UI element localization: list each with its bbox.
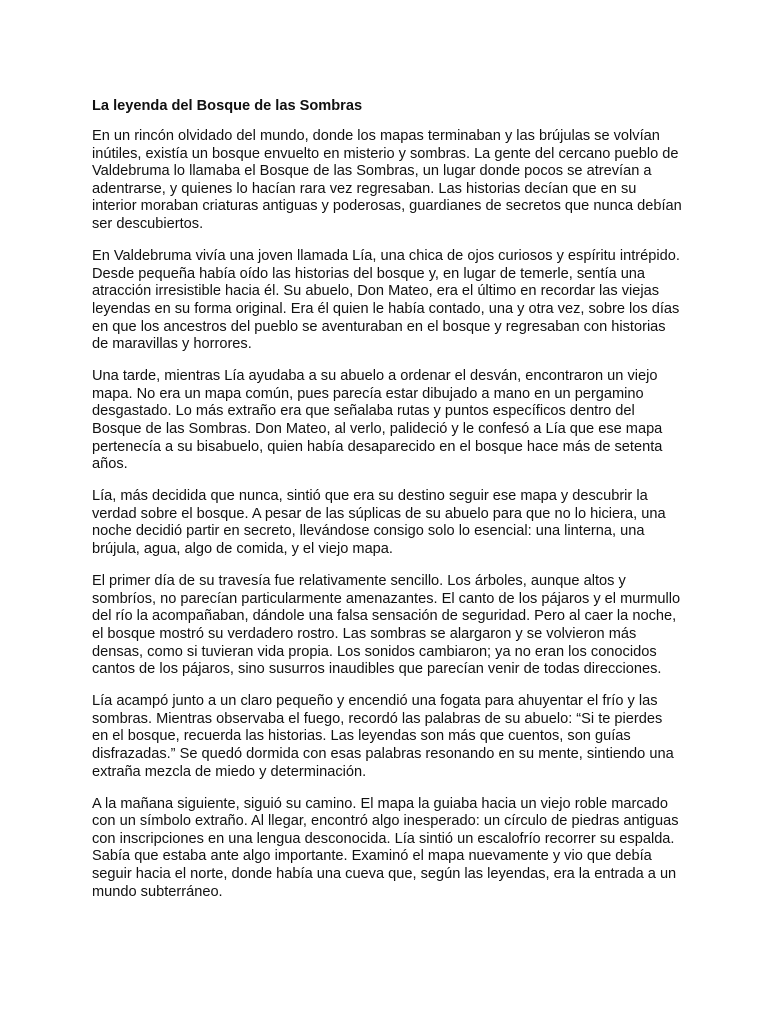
paragraph-5: El primer día de su travesía fue relativamente sencillo. Los árboles, aunque altos y sombríos, no parecían particularmente amenazantes. El canto de los pájaros y el murmullo del río la acompañaban, dándole una falsa sensación de seguridad. Pero al caer la noche, el bosque mostró su verdadero rostro. Las sombras se alargaron y se volvieron más densas, como si tuvieran vida propia. Los sonidos cambiaron; ya no eran los conocidos cantos de los pájaros, sino susurros inaudibles que parecían venir de todas direcciones.: [92, 573, 681, 678]
paragraph-3: Una tarde, mientras Lía ayudaba a su abuelo a ordenar el desván, encontraron un viejo mapa. No era un mapa común, pues parecía estar dibujado a mano en un pergamino desgastado. Lo más extraño era que señalaba rutas y puntos específicos dentro del Bosque de las Sombras. Don Mateo, al verlo, palideció y le confesó a Lía que ese mapa pertenecía a su bisabuelo, quien había desaparecido en el bosque hace más de setenta años.: [92, 368, 663, 473]
paragraph-6: Lía acampó junto a un claro pequeño y encendió una fogata para ahuyentar el frío y las sombras. Mientras observaba el fuego, recordó las palabras de su abuelo: “Si te pierdes en el bosque, recuerda las historias. Las leyendas son más que cuentos, son guías disfrazadas.” Se quedó dormida con esas palabras resonando en su mente, sintiendo una extraña mezcla de miedo y determinación.: [92, 693, 674, 780]
paragraph-4: Lía, más decidida que nunca, sintió que era su destino seguir ese mapa y descubrir la verdad sobre el bosque. A pesar de las súplicas de su abuelo para que no lo hiciera, una noche decidió partir en secreto, llevándose consigo solo lo esencial: una linterna, una brújula, agua, algo de comida, y el viejo mapa.: [92, 488, 666, 558]
document-page: [92, 98, 682, 916]
paragraph-7: A la mañana siguiente, siguió su camino. El mapa la guiaba hacia un viejo roble marcado con un símbolo extraño. Al llegar, encontró algo inesperado: un círculo de piedras antiguas con inscripciones en una lengua desconocida. Lía sintió un escalofrío recorrer su espalda. Sabía que estaba ante algo importante. Examinó el mapa nuevamente y vio que debía seguir hacia el norte, donde había una cueva que, según las leyendas, era la entrada a un mundo subterráneo.: [92, 795, 679, 900]
paragraph-1: En un rincón olvidado del mundo, donde los mapas terminaban y las brújulas se volvían inútiles, existía un bosque envuelto en misterio y sombras. La gente del cercano pueblo de Valdebruma lo llamaba el Bosque de las Sombras, un lugar donde pocos se atrevían a adentrarse, y quienes lo hacían rara vez regresaban. Las historias decían que en su interior moraban criaturas antiguas y poderosas, guardianes de secretos que nunca debían ser descubiertos.: [92, 128, 682, 233]
document-title: La leyenda del Bosque de las Sombras: [92, 98, 363, 114]
paragraph-2: En Valdebruma vivía una joven llamada Lía, una chica de ojos curiosos y espíritu intrépido. Desde pequeña había oído las historias del bosque y, en lugar de temerle, sentía una atracción irresistible hacia él. Su abuelo, Don Mateo, era el último en recordar las viejas leyendas en su forma original. Era él quien le había contado, una y otra vez, sobre los días en que los ancestros del pueblo se aventuraban en el bosque y regresaban con historias de maravillas y horrores.: [92, 248, 680, 353]
